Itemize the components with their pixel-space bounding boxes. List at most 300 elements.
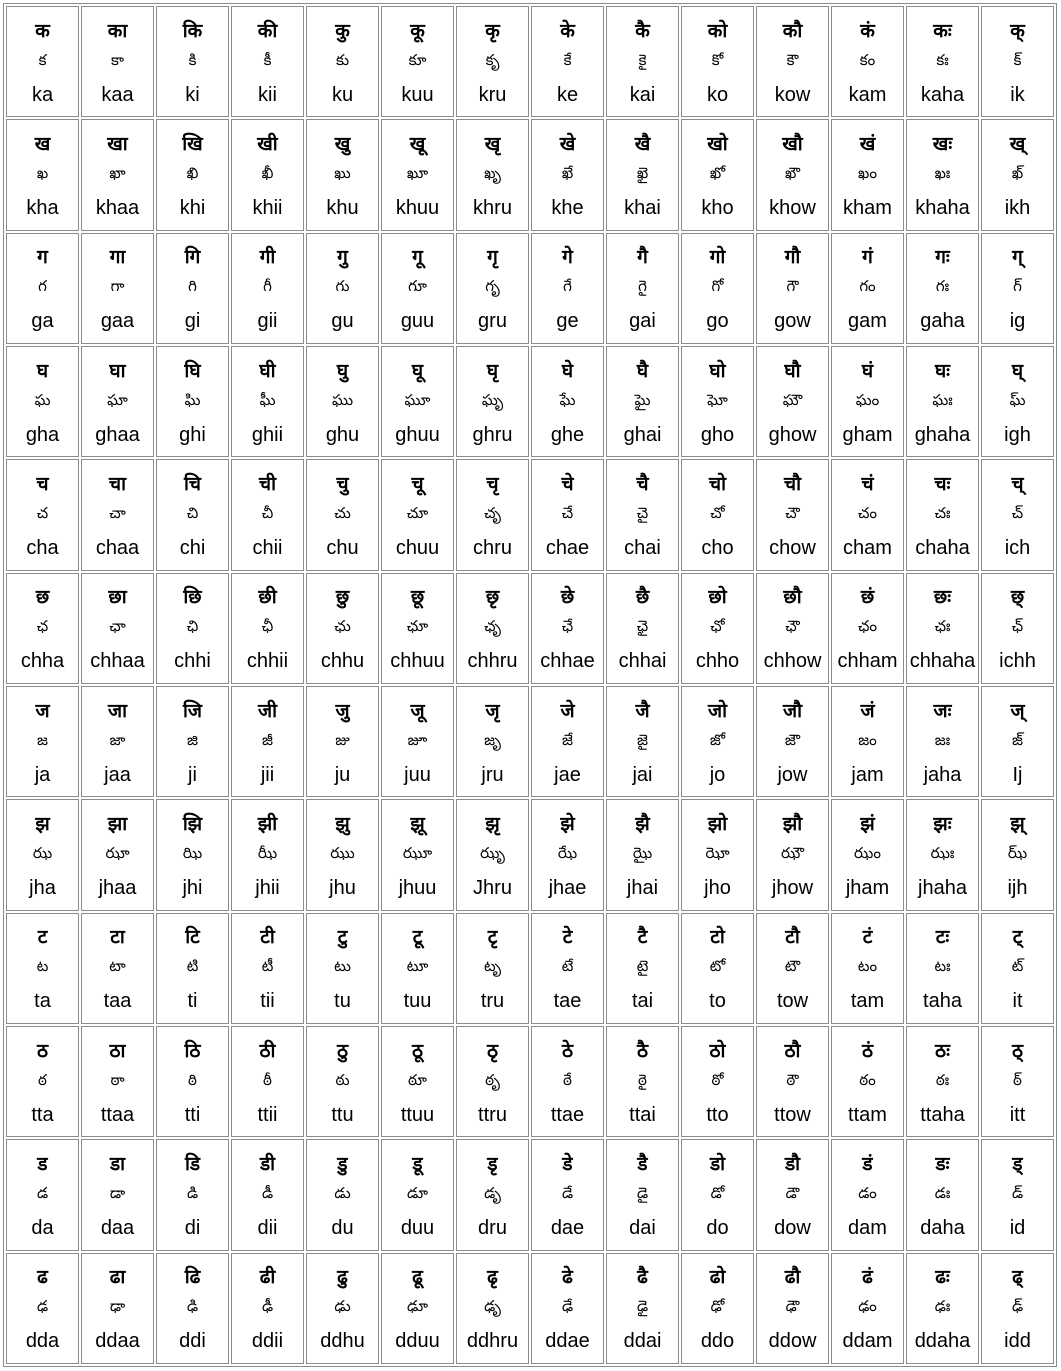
devanagari-glyph: जौ [782,699,803,722]
syllable-cell [981,233,1054,344]
syllable-cell [306,119,379,230]
syllable-cell [606,346,679,457]
romanization-label: ku [331,83,354,106]
romanization-label: kho [701,196,734,219]
telugu-glyph: ఖు [334,163,351,182]
telugu-glyph: టః [934,957,951,976]
romanization-label: itt [1009,1103,1026,1126]
syllable-cell [231,573,304,684]
syllable-cell [681,1026,754,1137]
telugu-glyph: కే [563,50,572,69]
devanagari-glyph: ठे [561,1039,574,1062]
romanization-label: cha [26,536,59,559]
romanization-label: ghii [251,423,284,446]
syllable-cell [906,6,979,117]
telugu-glyph: ఝు [330,843,355,862]
devanagari-glyph: क् [1010,19,1025,42]
telugu-glyph: ఠో [711,1070,724,1089]
devanagari-glyph: कं [860,19,875,42]
telugu-glyph: ఠు [335,1070,350,1089]
romanization-label: chhaha [909,650,976,673]
telugu-glyph: గ్ [1013,277,1022,296]
romanization-label: gham [842,423,893,446]
devanagari-glyph: च [36,472,49,495]
devanagari-glyph: चू [411,472,424,495]
syllable-cell [156,459,229,570]
romanization-label: khaa [95,196,140,219]
romanization-label: jho [704,876,731,899]
telugu-glyph: ఝూ [402,843,433,862]
devanagari-glyph: ढु [337,1266,348,1289]
devanagari-glyph: गि [184,246,201,269]
telugu-glyph: ఢం [858,1297,877,1316]
telugu-glyph: ఘం [855,390,880,409]
romanization-label: it [1012,990,1023,1013]
romanization-label: chow [769,536,816,559]
telugu-glyph: ఢో [710,1297,725,1316]
romanization-label: kha [26,196,59,219]
syllable-cell [456,6,529,117]
syllable-cell [306,233,379,344]
romanization-label: igh [1004,423,1031,446]
syllable-cell [831,1026,904,1137]
syllable-cell [981,573,1054,684]
syllable-cell [906,1139,979,1250]
syllable-cell [831,913,904,1024]
devanagari-glyph: जा [107,699,128,722]
romanization-label: ja [34,763,51,786]
telugu-glyph: ఠా [110,1070,125,1089]
romanization-label: chhai [618,650,667,673]
romanization-label: khu [326,196,359,219]
telugu-glyph: జూ [407,730,428,749]
romanization-label: gaa [100,310,135,333]
telugu-glyph: ఘీ [259,390,276,409]
romanization-label: ti [187,990,198,1013]
devanagari-glyph: टी [260,926,275,949]
devanagari-glyph: छै [635,586,650,609]
syllable-cell [981,686,1054,797]
devanagari-glyph: ठि [184,1039,201,1062]
romanization-label: tii [260,990,275,1013]
telugu-glyph: డౌ [785,1183,800,1202]
syllable-cell [606,1139,679,1250]
romanization-label: ghaa [95,423,140,446]
telugu-glyph: డం [858,1183,877,1202]
romanization-label: jai [632,763,653,786]
telugu-glyph: చ [36,503,49,522]
romanization-label: jham [845,876,890,899]
syllable-cell [306,6,379,117]
syllable-cell [81,459,154,570]
syllable-cell [156,346,229,457]
syllable-row [6,1253,1054,1364]
telugu-glyph: జై [637,730,648,749]
romanization-label: ke [556,83,579,106]
telugu-glyph: టౌ [784,957,801,976]
syllable-cell [6,119,79,230]
devanagari-glyph: गु [337,246,348,269]
syllable-cell [81,799,154,910]
telugu-glyph: ఠః [935,1070,950,1089]
syllable-cell [156,1139,229,1250]
devanagari-glyph: ज [35,699,50,722]
syllable-cell [981,1139,1054,1250]
syllable-row [6,346,1054,457]
devanagari-glyph: घि [184,359,201,382]
telugu-glyph: ఖ్ [1011,163,1024,182]
romanization-label: du [331,1216,354,1239]
syllable-cell [6,459,79,570]
syllable-cell [306,1026,379,1137]
devanagari-glyph: ढो [709,1266,726,1289]
romanization-label: khai [624,196,661,219]
telugu-glyph: టృ [484,957,501,976]
telugu-glyph: ఖీ [261,163,274,182]
syllable-cell [906,799,979,910]
syllable-cell [831,459,904,570]
romanization-label: dda [25,1330,60,1353]
devanagari-glyph: ट [37,926,48,949]
romanization-label: gii [257,310,278,333]
devanagari-glyph: टे [562,926,573,949]
transliteration-chart [3,3,1057,1367]
telugu-glyph: ఖౌ [784,163,801,182]
romanization-label: jhai [626,876,659,899]
syllable-table [4,4,1056,1366]
syllable-cell [906,119,979,230]
romanization-label: ttaa [100,1103,135,1126]
telugu-glyph: టి [186,957,199,976]
devanagari-glyph: खै [634,132,651,155]
telugu-glyph: ఢై [636,1297,649,1316]
telugu-glyph: ఖూ [406,163,429,182]
devanagari-glyph: छे [560,586,575,609]
devanagari-glyph: चा [109,472,126,495]
syllable-cell [231,799,304,910]
devanagari-glyph: छी [258,586,277,609]
syllable-row [6,686,1054,797]
romanization-label: jii [260,763,275,786]
syllable-cell [531,686,604,797]
romanization-label: chaa [95,536,140,559]
devanagari-glyph: झ् [1010,812,1025,835]
devanagari-glyph: जृ [485,699,500,722]
devanagari-glyph: छं [860,586,875,609]
romanization-label: taha [923,990,962,1013]
devanagari-glyph: चि [184,472,201,495]
devanagari-glyph: छौ [783,586,802,609]
syllable-cell [81,6,154,117]
devanagari-glyph: गू [412,246,423,269]
syllable-cell [231,1139,304,1250]
romanization-label: chhi [174,650,211,673]
syllable-cell [831,1139,904,1250]
devanagari-glyph: खौ [782,132,803,155]
syllable-cell [756,346,829,457]
devanagari-glyph: छृ [485,586,500,609]
devanagari-glyph: खि [182,132,203,155]
syllable-cell [456,799,529,910]
romanization-label: chhow [763,650,822,673]
syllable-cell [981,459,1054,570]
syllable-row [6,233,1054,344]
telugu-glyph: ఝో [705,843,730,862]
romanization-label: khaha [915,196,970,219]
romanization-label: ghru [472,423,513,446]
syllable-cell [81,233,154,344]
romanization-label: Ij [1012,763,1023,786]
devanagari-glyph: डृ [487,1152,498,1175]
devanagari-glyph: छ [35,586,50,609]
telugu-glyph: ఘై [634,390,651,409]
devanagari-glyph: चृ [486,472,499,495]
syllable-row [6,459,1054,570]
syllable-cell [6,1139,79,1250]
devanagari-glyph: ठ [36,1039,49,1062]
telugu-glyph: కౌ [786,50,799,69]
devanagari-glyph: चौ [784,472,801,495]
telugu-glyph: కి [188,50,197,69]
telugu-glyph: టూ [406,957,429,976]
telugu-glyph: టా [109,957,126,976]
telugu-glyph: ఢు [334,1297,351,1316]
syllable-cell [381,1139,454,1250]
telugu-glyph: ఘా [107,390,128,409]
romanization-label: dae [550,1216,585,1239]
syllable-cell [231,1026,304,1137]
telugu-glyph: చు [334,503,351,522]
telugu-glyph: డః [934,1183,951,1202]
telugu-glyph: ఘూ [404,390,431,409]
syllable-cell [756,913,829,1024]
syllable-cell [306,1139,379,1250]
syllable-cell [681,346,754,457]
telugu-glyph: చ్ [1011,503,1024,522]
romanization-label: do [706,1216,729,1239]
telugu-glyph: జో [709,730,726,749]
devanagari-glyph: चो [709,472,726,495]
devanagari-glyph: टा [110,926,125,949]
syllable-cell [981,1253,1054,1364]
romanization-label: gho [700,423,735,446]
devanagari-glyph: ठु [336,1039,349,1062]
devanagari-glyph: ठी [259,1039,276,1062]
syllable-cell [681,459,754,570]
telugu-glyph: జా [109,730,126,749]
telugu-glyph: జః [934,730,951,749]
romanization-label: ghow [768,423,817,446]
romanization-label: chii [252,536,283,559]
telugu-glyph: చా [109,503,126,522]
telugu-glyph: ఖే [561,163,574,182]
devanagari-glyph: चै [636,472,649,495]
romanization-label: ju [334,763,351,786]
romanization-label: ghi [179,423,206,446]
syllable-cell [831,1253,904,1364]
romanization-label: dii [257,1216,278,1239]
telugu-glyph: చీ [261,503,274,522]
telugu-glyph: ఖో [709,163,726,182]
telugu-glyph: ఝ [32,843,53,862]
romanization-label: daha [920,1216,965,1239]
devanagari-glyph: ख [34,132,51,155]
syllable-cell [81,1139,154,1250]
devanagari-glyph: झे [560,812,575,835]
devanagari-glyph: जि [182,699,203,722]
romanization-label: jhaa [98,876,137,899]
syllable-cell [756,1139,829,1250]
telugu-glyph: ఘి [184,390,201,409]
telugu-glyph: ఝా [105,843,130,862]
telugu-glyph: గి [188,277,197,296]
telugu-glyph: క [38,50,47,69]
devanagari-glyph: टि [185,926,200,949]
telugu-glyph: చః [934,503,951,522]
romanization-label: jow [777,763,808,786]
syllable-cell [606,459,679,570]
syllable-cell [306,346,379,457]
romanization-label: juu [404,763,431,786]
telugu-glyph: ఝృ [480,843,505,862]
romanization-label: ddi [179,1330,206,1353]
devanagari-glyph: टं [862,926,873,949]
devanagari-glyph: झृ [485,812,500,835]
syllable-cell [81,119,154,230]
romanization-label: jhii [255,876,280,899]
devanagari-glyph: कु [335,19,350,42]
telugu-glyph: ఝై [632,843,653,862]
romanization-label: duu [400,1216,435,1239]
telugu-glyph: కృ [485,50,500,69]
romanization-label: jha [29,876,56,899]
telugu-glyph: ఢృ [484,1297,501,1316]
syllable-cell [531,233,604,344]
devanagari-glyph: ची [259,472,276,495]
syllable-cell [606,799,679,910]
devanagari-glyph: डं [862,1152,873,1175]
devanagari-glyph: घ [36,359,49,382]
telugu-glyph: జ [37,730,48,749]
syllable-cell [231,233,304,344]
syllable-row [6,913,1054,1024]
syllable-cell [906,346,979,457]
romanization-label: ttow [774,1103,811,1126]
telugu-glyph: ఢౌ [785,1297,800,1316]
telugu-glyph: చై [636,503,649,522]
syllable-cell [456,1253,529,1364]
romanization-label: ttuu [400,1103,435,1126]
romanization-label: gha [25,423,60,446]
devanagari-glyph: घो [709,359,726,382]
telugu-glyph: డే [561,1183,574,1202]
romanization-label: khi [179,196,206,219]
syllable-cell [531,1026,604,1137]
devanagari-glyph: ढे [562,1266,573,1289]
telugu-glyph: ఝీ [257,843,278,862]
devanagari-glyph: ठ् [1011,1039,1024,1062]
devanagari-glyph: गो [709,246,726,269]
devanagari-glyph: ठा [109,1039,126,1062]
devanagari-glyph: ठः [935,1039,950,1062]
telugu-glyph: టో [709,957,726,976]
romanization-label: kuu [401,83,434,106]
syllable-cell [456,686,529,797]
devanagari-glyph: जी [257,699,278,722]
devanagari-glyph: डै [637,1152,648,1175]
syllable-cell [381,119,454,230]
romanization-label: khii [252,196,283,219]
devanagari-glyph: ट् [1012,926,1023,949]
devanagari-glyph: खु [334,132,351,155]
devanagari-glyph: झः [933,812,952,835]
devanagari-glyph: गा [109,246,126,269]
romanization-label: ghe [550,423,585,446]
syllable-cell [306,459,379,570]
syllable-cell [606,233,679,344]
telugu-glyph: జ్ [1012,730,1023,749]
syllable-cell [906,1026,979,1137]
romanization-label: chhae [540,650,595,673]
devanagari-glyph: डौ [784,1152,801,1175]
romanization-label: jru [481,763,504,786]
syllable-cell [531,1253,604,1364]
devanagari-glyph: ज् [1010,699,1025,722]
devanagari-glyph: ग् [1012,246,1023,269]
syllable-cell [756,1026,829,1137]
romanization-label: tuu [403,990,432,1013]
syllable-grid [6,6,1054,1364]
romanization-label: jaa [104,763,131,786]
syllable-cell [231,913,304,1024]
romanization-label: ijh [1007,876,1028,899]
telugu-glyph: ఠీ [263,1070,272,1089]
syllable-row [6,1026,1054,1137]
romanization-label: ta [34,990,51,1013]
syllable-cell [6,233,79,344]
devanagari-glyph: गौ [784,246,801,269]
telugu-glyph: ఢి [186,1297,199,1316]
telugu-glyph: గః [935,277,950,296]
telugu-glyph: డ్ [1011,1183,1024,1202]
devanagari-glyph: गं [862,246,873,269]
devanagari-glyph: कौ [782,19,803,42]
telugu-glyph: చే [561,503,574,522]
devanagari-glyph: चः [934,472,951,495]
romanization-label: jhow [771,876,814,899]
telugu-glyph: ఠై [638,1070,647,1089]
romanization-label: di [184,1216,201,1239]
telugu-glyph: ఢః [934,1297,951,1316]
romanization-label: kaa [101,83,134,106]
devanagari-glyph: डः [935,1152,950,1175]
romanization-label: ttam [848,1103,887,1126]
syllable-cell [381,686,454,797]
devanagari-glyph: ठू [411,1039,424,1062]
romanization-label: jaha [923,763,962,786]
syllable-cell [756,799,829,910]
romanization-label: chha [20,650,65,673]
telugu-glyph: ఝి [182,843,203,862]
telugu-glyph: ఠౌ [786,1070,799,1089]
romanization-label: idd [1004,1330,1031,1353]
devanagari-glyph: डि [184,1152,201,1175]
romanization-label: ttru [478,1103,507,1126]
romanization-label: dru [478,1216,507,1239]
romanization-label: ghai [623,423,662,446]
syllable-cell [306,913,379,1024]
devanagari-glyph: घौ [784,359,801,382]
